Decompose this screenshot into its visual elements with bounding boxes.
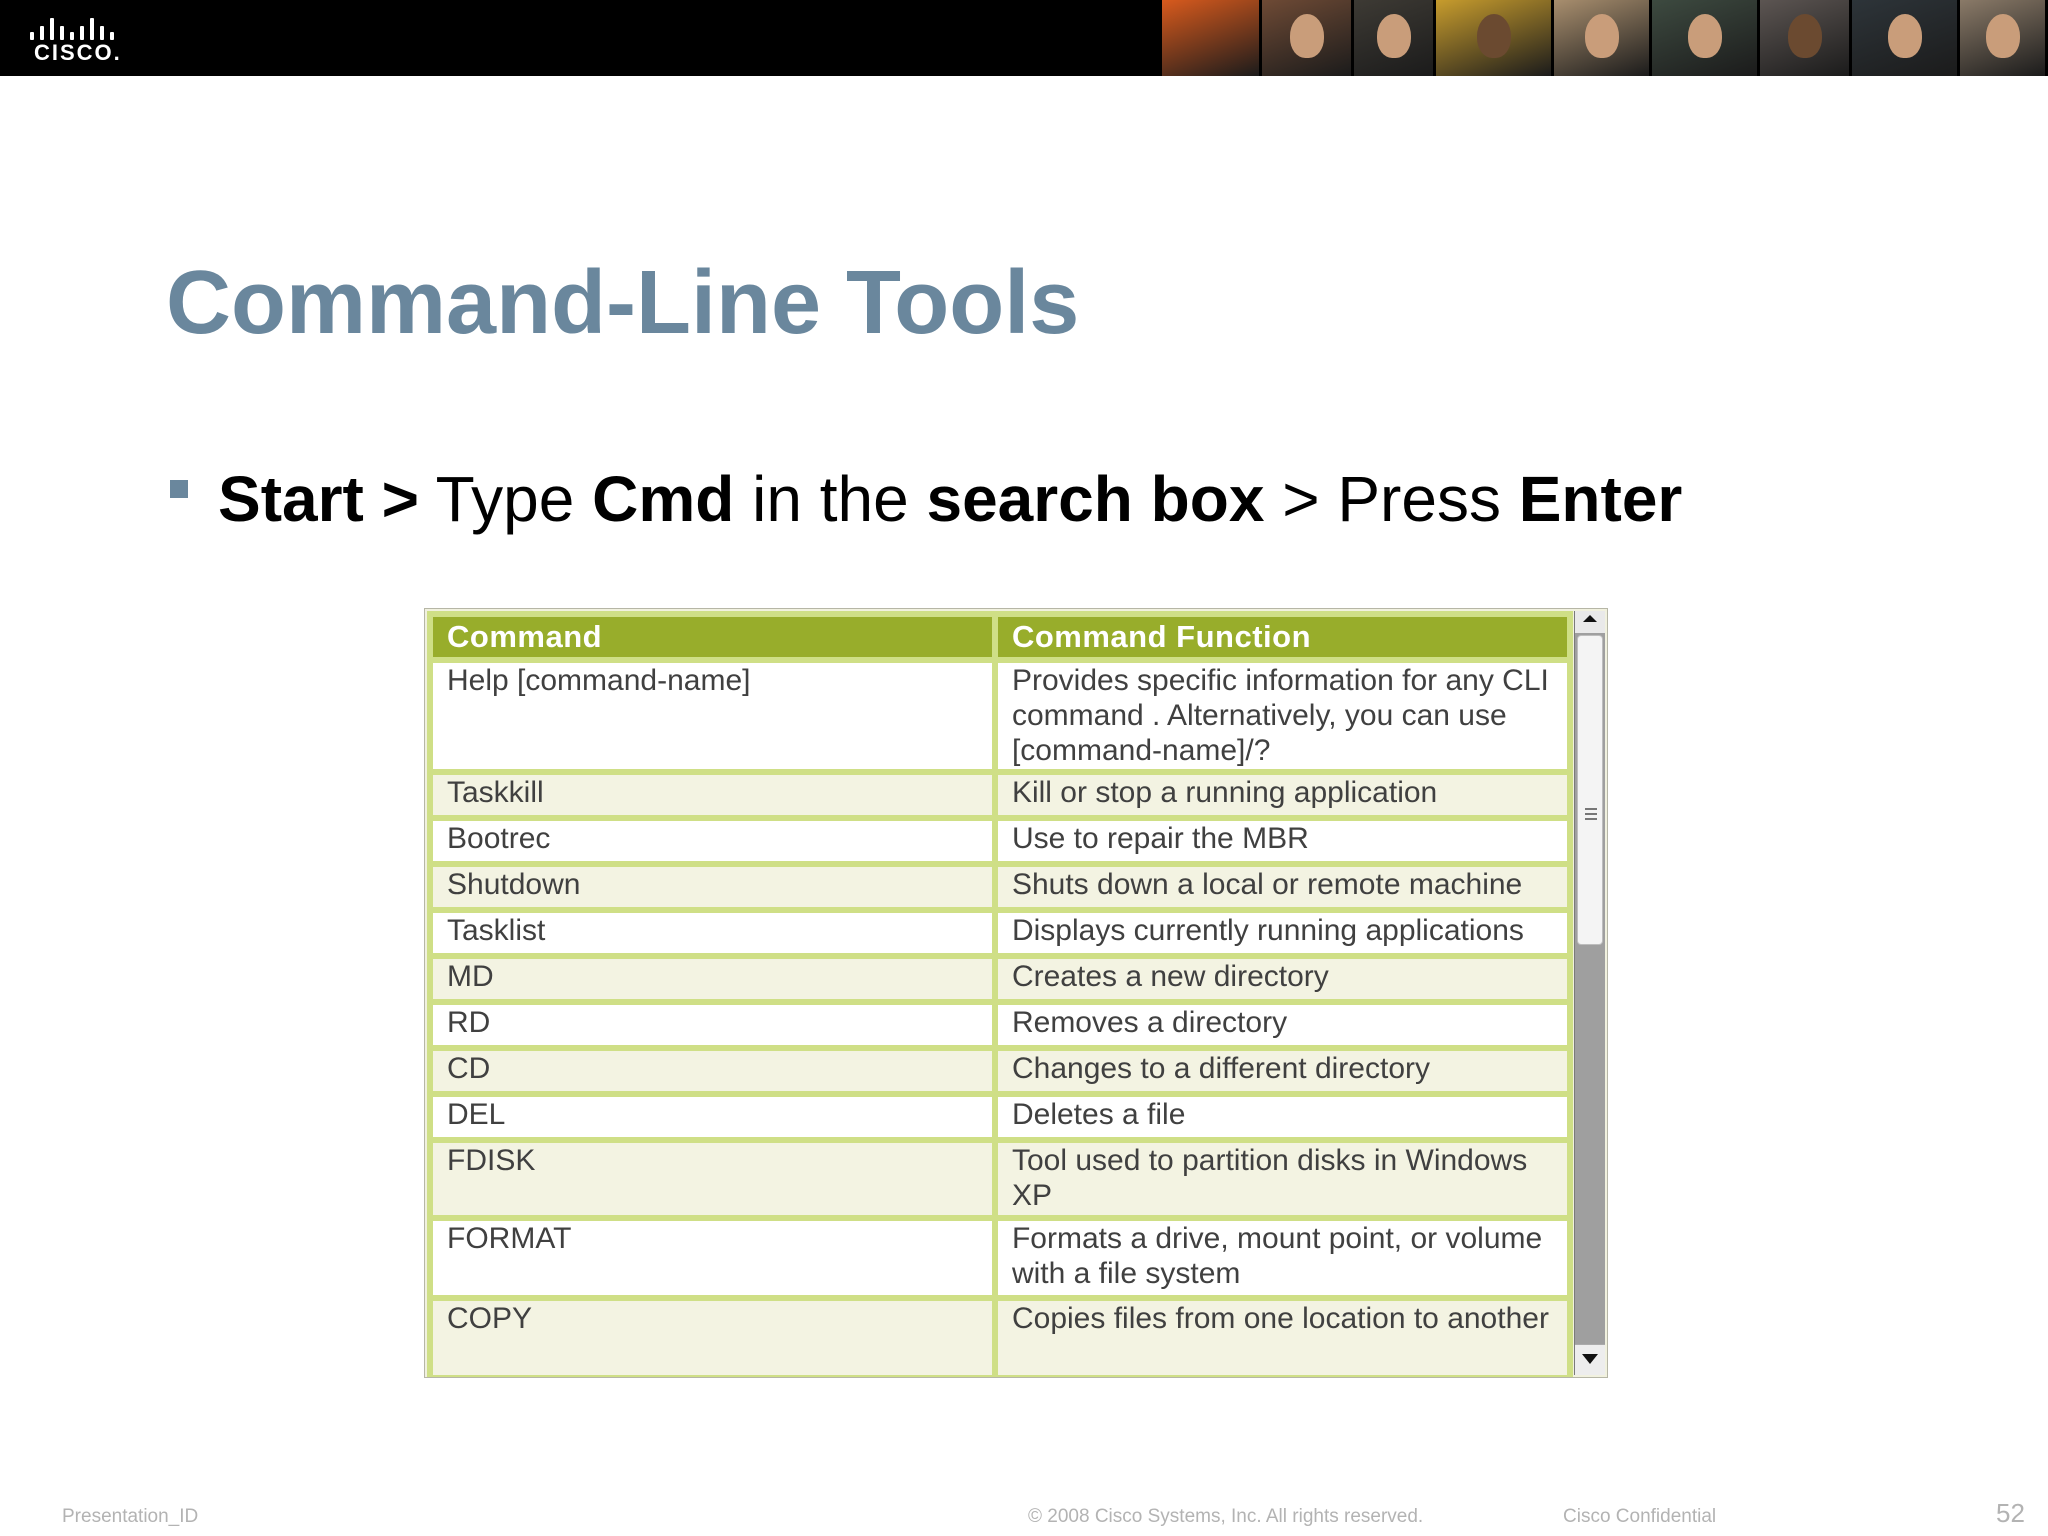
table-row bbox=[433, 1143, 1567, 1215]
square-bullet-icon bbox=[170, 480, 188, 498]
face-icon bbox=[1986, 14, 2020, 58]
photo-strip bbox=[1162, 0, 2048, 76]
command-cell: Shutdown bbox=[433, 867, 992, 907]
bullet-text bbox=[218, 462, 1682, 536]
function-cell: Displays currently running applications bbox=[998, 913, 1567, 953]
table-row bbox=[433, 1005, 1567, 1045]
table-row bbox=[433, 1301, 1567, 1375]
table-row bbox=[433, 1051, 1567, 1091]
bullet-enter: Enter bbox=[1518, 463, 1683, 535]
banner-photo bbox=[1436, 0, 1554, 76]
face-icon bbox=[1688, 14, 1722, 58]
command-cell: Taskkill bbox=[433, 775, 992, 815]
bullet-item bbox=[170, 462, 1682, 536]
command-cell: COPY bbox=[433, 1301, 992, 1375]
function-cell: Changes to a different directory bbox=[998, 1051, 1567, 1091]
cisco-wordmark: CISCO. bbox=[34, 40, 122, 65]
banner-photo bbox=[1554, 0, 1652, 76]
face-icon bbox=[1290, 14, 1324, 58]
function-cell: Shuts down a local or remote machine bbox=[998, 867, 1567, 907]
function-cell: Deletes a file bbox=[998, 1097, 1567, 1137]
banner-photo bbox=[1162, 0, 1262, 76]
face-icon bbox=[1477, 14, 1511, 58]
table-row bbox=[433, 913, 1567, 953]
command-cell: DEL bbox=[433, 1097, 992, 1137]
scroll-up-arrow-icon[interactable] bbox=[1575, 611, 1605, 633]
cisco-logo bbox=[30, 12, 120, 64]
function-cell: Provides specific information for any CLI command . Alternatively, you can use [command-name]/? bbox=[998, 663, 1567, 769]
top-banner bbox=[0, 0, 2048, 76]
command-cell: Bootrec bbox=[433, 821, 992, 861]
banner-photo bbox=[1652, 0, 1760, 76]
banner-photo bbox=[1354, 0, 1436, 76]
command-cell: FDISK bbox=[433, 1143, 992, 1215]
command-table bbox=[427, 611, 1573, 1378]
banner-photo bbox=[1960, 0, 2048, 76]
bullet-cmd: Cmd bbox=[592, 463, 735, 535]
footer-presentation-id: Presentation_ID bbox=[62, 1506, 199, 1527]
banner-photo bbox=[1852, 0, 1960, 76]
header-command-function: Command Function bbox=[998, 617, 1567, 657]
command-cell: RD bbox=[433, 1005, 992, 1045]
scroll-down-arrow-icon[interactable] bbox=[1575, 1344, 1605, 1375]
table-row bbox=[433, 1097, 1567, 1137]
function-cell: Kill or stop a running application bbox=[998, 775, 1567, 815]
slide-title: Command-Line Tools bbox=[166, 253, 1080, 353]
table-row bbox=[433, 959, 1567, 999]
function-cell: Creates a new directory bbox=[998, 959, 1567, 999]
face-icon bbox=[1888, 14, 1922, 58]
cisco-bars-icon bbox=[30, 14, 120, 40]
banner-photo bbox=[1262, 0, 1354, 76]
command-cell: MD bbox=[433, 959, 992, 999]
banner-photo bbox=[1760, 0, 1852, 76]
grip-icon bbox=[1585, 808, 1597, 823]
table-row bbox=[433, 867, 1567, 907]
table-row bbox=[433, 1221, 1567, 1295]
vertical-scrollbar[interactable] bbox=[1574, 611, 1605, 1375]
header-command: Command bbox=[433, 617, 992, 657]
table-row bbox=[433, 663, 1567, 769]
function-cell: Formats a drive, mount point, or volume with a file system bbox=[998, 1221, 1567, 1295]
function-cell: Tool used to partition disks in Windows XP bbox=[998, 1143, 1567, 1215]
bullet-type: Type bbox=[418, 463, 593, 535]
command-cell: FORMAT bbox=[433, 1221, 992, 1295]
command-cell: Tasklist bbox=[433, 913, 992, 953]
face-icon bbox=[1377, 14, 1411, 58]
bullet-in-the: in the bbox=[734, 463, 927, 535]
bullet-start: Start > bbox=[218, 463, 419, 535]
command-table-panel bbox=[424, 608, 1608, 1378]
function-cell: Use to repair the MBR bbox=[998, 821, 1567, 861]
face-icon bbox=[1788, 14, 1822, 58]
bullet-press: > Press bbox=[1264, 463, 1519, 535]
footer-copyright: © 2008 Cisco Systems, Inc. All rights reserved. bbox=[1028, 1506, 1424, 1527]
scroll-thumb[interactable] bbox=[1577, 635, 1603, 945]
table-row bbox=[433, 775, 1567, 815]
command-cell: Help [command-name] bbox=[433, 663, 992, 769]
page-number: 52 bbox=[1996, 1498, 2025, 1528]
table-header-row bbox=[433, 617, 1567, 657]
footer-confidential: Cisco Confidential bbox=[1563, 1506, 1717, 1527]
function-cell: Copies files from one location to another bbox=[998, 1301, 1567, 1375]
table-row bbox=[433, 821, 1567, 861]
bullet-search-box: search box bbox=[926, 463, 1265, 535]
command-cell: CD bbox=[433, 1051, 992, 1091]
function-cell: Removes a directory bbox=[998, 1005, 1567, 1045]
face-icon bbox=[1585, 14, 1619, 58]
